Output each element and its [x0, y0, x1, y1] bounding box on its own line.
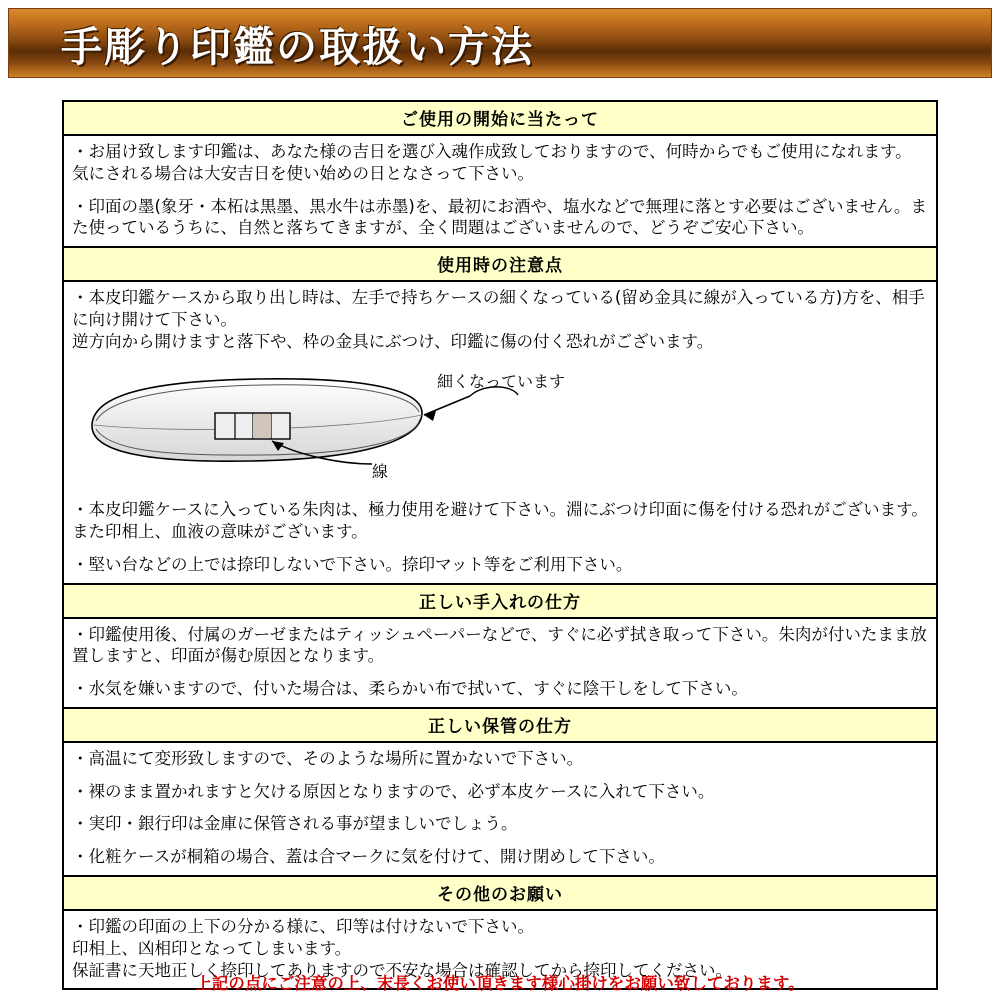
footer-note: 上記の点にご注意の上、末長くお使い頂きます様心掛けをお願い致しております。 — [195, 974, 805, 993]
paragraph: ・化粧ケースが桐箱の場合、蓋は合マークに気を付けて、開け閉めして下さい。 — [72, 847, 665, 867]
section-heading-care: 正しい手入れの仕方 — [64, 585, 936, 619]
paragraph: ・印鑑の印面の上下の分かる様に、印等は付けないで下さい。 — [72, 917, 534, 937]
paragraph: ・印面の墨(象牙・本柘は黒墨、黒水牛は赤墨)を、最初にお酒や、塩水などで無理に落とす必要はございません。また使っているうちに、自然と落ちてきますが、全く問題はございませんので、どうぞご安心下さい。 — [72, 196, 928, 238]
paragraph: ・水気を嫌いますので、付いた場合は、柔らかい布で拭いて、すぐに陰干しをして下さい。 — [72, 679, 748, 699]
paragraph: 保証書に天地正しく捺印してありますので不安な場合は確認してから捺印してください。 — [72, 960, 732, 980]
paragraph: ・実印・銀行印は金庫に保管される事が望ましいでしょう。 — [72, 814, 518, 834]
document-page — [0, 8, 1000, 1008]
section-body-storage — [64, 743, 936, 877]
section-heading-start-of-use: ご使用の開始に当たって — [64, 102, 936, 136]
section-body-usage-cautions — [64, 282, 936, 585]
paragraph: 印相上、凶相印となってしまいます。 — [72, 938, 352, 958]
paragraph: ・高温にて変形致しますので、そのような場所に置かないで下さい。 — [72, 748, 584, 768]
paragraph: 逆方向から開けますと落下や、枠の金具にぶつけ、印鑑に傷の付く恐れがございます。 — [72, 331, 714, 351]
content-box — [62, 100, 938, 990]
paragraph: ・お届け致します印鑑は、あなた様の吉日を選び入魂作成致しておりますので、何時からでもご使用になれます。気にされる場合は大安吉日を使い始めの日となさって下さい。 — [72, 142, 912, 183]
paragraph: ・本皮印鑑ケースから取り出し時は、左手で持ちケースの細くなっている(留め金具に線が入っている方)方を、相手に向け開けて下さい。 — [72, 288, 925, 329]
paragraph: ・本皮印鑑ケースに入っている朱肉は、極力使用を避けて下さい。淵にぶつけ印面に傷を付ける恐れがございます。また印相上、血液の意味がございます。 — [72, 500, 928, 542]
paragraph: ・裸のまま置かれますと欠ける原因となりますので、必ず本皮ケースに入れて下さい。 — [72, 781, 715, 801]
paragraph: ・印鑑使用後、付属のガーゼまたはティッシュペーパーなどで、すぐに必ず拭き取って下さい。朱肉が付いたまま放置しますと、印面が傷む原因となります。 — [72, 624, 927, 666]
header-banner — [8, 8, 992, 78]
page-title: 手彫り印鑑の取扱い方法 — [61, 22, 534, 71]
section-heading-storage: 正しい保管の仕方 — [64, 709, 936, 743]
section-body-care — [64, 619, 936, 709]
figure-label-line: 線 — [372, 462, 389, 482]
section-heading-other-requests: その他のお願い — [64, 877, 936, 911]
section-heading-usage-cautions: 使用時の注意点 — [64, 248, 936, 282]
case-illustration — [72, 363, 928, 493]
figure-label-thin-side: 細くなっています — [437, 372, 566, 392]
paragraph: ・堅い台などの上では捺印しないで下さい。捺印マット等をご利用下さい。 — [72, 554, 633, 574]
section-body-start-of-use — [64, 136, 936, 248]
